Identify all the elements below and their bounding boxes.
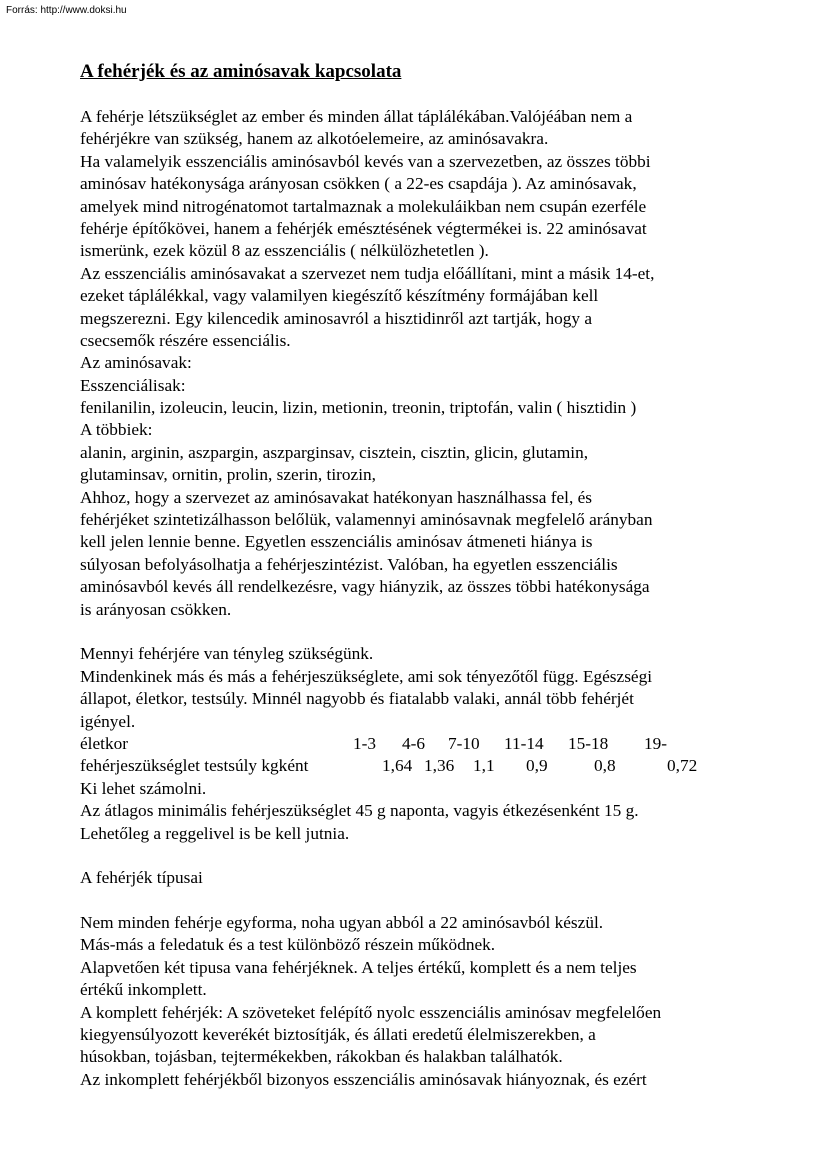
- document-title: A fehérjék és az aminósavak kapcsolata: [80, 61, 402, 82]
- age-cell: 11-14: [504, 733, 544, 753]
- text-line: ezeket táplálékkal, vagy valamilyen kiegészítő készítmény formájában kell: [80, 286, 599, 306]
- text-line: alanin, arginin, aszpargin, aszparginsav, cisztein, cisztin, glicin, glutamin,: [80, 442, 589, 462]
- age-cell: 19-: [644, 733, 668, 753]
- text-line: Nem minden fehérje egyforma, noha ugyan abból a 22 aminósavból készül.: [80, 913, 604, 933]
- text-line: A többiek:: [80, 420, 153, 440]
- text-line: Az átlagos minimális fehérjeszükséglet 45 g naponta, vagyis étkezésenként 15 g.: [80, 801, 639, 821]
- text-line: Más-más a feledatuk és a test különböző részein működnek.: [80, 935, 496, 955]
- text-line: Az aminósavak:: [80, 353, 192, 373]
- text-line: kiegyensúlyozott keverékét biztosítják, és állati eredetű élelmiszerekben, a: [80, 1025, 596, 1045]
- text-line: amelyek mind nitrogénatomot tartalmaznak a molekuláikban nem csupán ezerféle: [80, 196, 647, 216]
- source-note: Forrás: http://www.doksi.hu: [6, 5, 127, 16]
- text-line: A fehérje létszükséglet az ember és minden állat táplálékában.Valójéában nem a: [80, 107, 633, 126]
- requirement-cell: 0,9: [526, 756, 548, 776]
- text-line: Ahhoz, hogy a szervezet az aminósavakat hatékonyan használhassa fel, és: [80, 487, 592, 507]
- text-line: A komplett fehérjék: A szöveteket felépítő nyolc esszenciális aminósav megfelelően: [80, 1002, 662, 1022]
- text-line: Lehetőleg a reggelivel is be kell jutnia.: [80, 823, 350, 843]
- text-line: is arányosan csökken.: [80, 599, 232, 619]
- age-label: életkor: [80, 733, 128, 753]
- text-line: igényel.: [80, 711, 136, 731]
- spacer: [80, 845, 750, 867]
- age-row: [80, 733, 750, 755]
- requirement-cell: 1,1: [473, 756, 495, 776]
- requirement-cell: 1,36: [424, 756, 455, 776]
- text-line: fehérjékre van szükség, hanem az alkotóelemeire, az aminósavakra.: [80, 129, 549, 149]
- text-line: húsokban, tojásban, tejtermékekben, rákokban és halakban találhatók.: [80, 1047, 563, 1067]
- text-line: kell jelen lennie benne. Egyetlen esszenciális aminósav átmeneti hiánya is: [80, 532, 593, 552]
- text-line: Mindenkinek más és más a fehérjeszükséglete, ami sok tényezőtől függ. Egészségi: [80, 666, 653, 686]
- section-calculation: [80, 778, 750, 845]
- section-types: [80, 912, 750, 1091]
- text-line: súlyosan befolyásolhatja a fehérjeszintézist. Valóban, ha egyetlen esszenciális: [80, 554, 618, 574]
- text-line: Az inkomplett fehérjékből bizonyos esszenciális aminósavak hiányoznak, és ezért: [80, 1069, 647, 1089]
- requirement-cell: 0,8: [594, 756, 616, 776]
- text-line: Ki lehet számolni.: [80, 778, 207, 798]
- text-line: Ha valamelyik esszenciális aminósavból kevés van a szervezetben, az összes többi: [80, 151, 651, 171]
- text-line: fehérje építőkövei, hanem a fehérjék emésztésének végtermékei is. 22 aminósavat: [80, 218, 647, 238]
- requirement-cell: 0,72: [667, 756, 698, 776]
- section-requirement: [80, 643, 750, 733]
- spacer: [80, 890, 750, 912]
- text-line: glutaminsav, ornitin, prolin, szerin, tirozin,: [80, 465, 376, 485]
- text-line: ismerünk, ezek közül 8 az esszenciális ( nélkülözhetetlen ).: [80, 241, 489, 261]
- text-line: értékű inkomplett.: [80, 980, 207, 1000]
- text-line: Mennyi fehérjére van tényleg szükségünk.: [80, 644, 374, 664]
- text-line: megszerezni. Egy kilencedik aminosavról a hisztidinről azt tartják, hogy a: [80, 308, 593, 328]
- text-line: fehérjéket szintetizálhasson belőlük, valamennyi aminósavnak megfelelő arányban: [80, 510, 653, 530]
- section-intro: [80, 106, 750, 621]
- spacer: [80, 621, 750, 643]
- text-line: Esszenciálisak:: [80, 375, 186, 395]
- age-cell: 1-3: [353, 733, 377, 753]
- age-cell: 15-18: [568, 733, 609, 753]
- text-line: állapot, életkor, testsúly. Minnél nagyobb és fiatalabb valaki, annál több fehérjét: [80, 689, 634, 709]
- requirement-row: [80, 755, 750, 777]
- text-line: fenilanilin, izoleucin, leucin, lizin, metionin, treonin, triptofán, valin ( hisztidin ): [80, 398, 637, 418]
- text-line: aminósavból kevés áll rendelkezésre, vagy hiányzik, az összes többi hatékonysága: [80, 577, 650, 597]
- text-line: Az esszenciális aminósavakat a szervezet nem tudja előállítani, mint a másik 14-et,: [80, 263, 655, 283]
- section-heading: A fehérjék típusai: [80, 868, 203, 888]
- requirement-cell: 1,64: [382, 756, 413, 776]
- requirement-label: fehérjeszükséglet testsúly kgként: [80, 756, 309, 776]
- age-cell: 7-10: [448, 733, 480, 753]
- requirement-table: [80, 733, 750, 778]
- age-cell: 4-6: [402, 733, 426, 753]
- text-line: Alapvetően két tipusa vana fehérjéknek. A teljes értékű, komplett és a nem teljes: [80, 957, 637, 977]
- document-page: [80, 60, 750, 1091]
- text-line: csecsemők részére essenciális.: [80, 330, 291, 350]
- text-line: aminósav hatékonysága arányosan csökken ( a 22-es csapdája ). Az aminósavak,: [80, 174, 637, 194]
